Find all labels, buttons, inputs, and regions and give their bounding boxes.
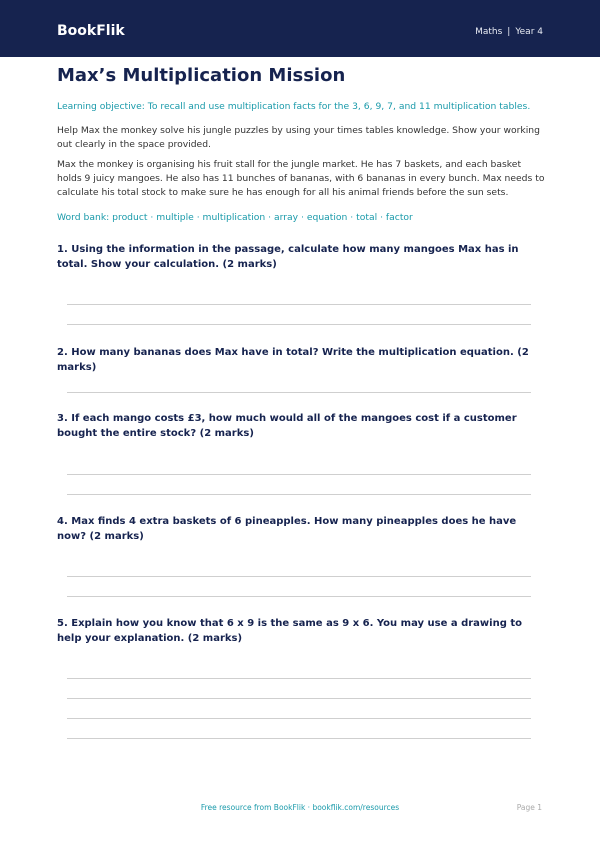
page-title: Max’s Multiplication Mission: [57, 65, 346, 86]
learning-objective: Learning objective: To recall and use multiplication facts for the 3, 6, 9, 7, and 11 multiplication tables.: [57, 101, 531, 112]
answer-line[interactable]: [67, 718, 531, 719]
footer-credit: Free resource from BookFlik · bookflik.com/resources: [200, 803, 400, 812]
answer-line[interactable]: [67, 596, 531, 597]
answer-line[interactable]: [67, 678, 531, 679]
word-bank: Word bank: product · multiple · multiplication · array · equation · total · factor: [57, 212, 413, 223]
answer-line[interactable]: [67, 392, 531, 393]
header-bar: [0, 0, 600, 57]
question-3: 3. If each mango costs £3, how much would all of the mangoes cost if a customer bought the entire stock? (2 marks): [57, 413, 517, 439]
answer-line[interactable]: [67, 324, 531, 325]
answer-line[interactable]: [67, 738, 531, 739]
reading-passage: Max the monkey is organising his fruit stall for the jungle market. He has 7 baskets, and each basket holds 9 juicy mangoes. He also has 11 bunches of bananas, with 6 bananas in every bunch. Max needs to calculate his total stock to make sure he has enough for all his animal friends before the sun sets.: [57, 159, 545, 198]
year-label: Year 4: [515, 27, 543, 37]
answer-line[interactable]: [67, 474, 531, 475]
answer-line[interactable]: [67, 698, 531, 699]
brand-logo-text: BookFlik: [57, 23, 125, 39]
question-5: 5. Explain how you know that 6 x 9 is the same as 9 x 6. You may use a drawing to help your explanation. (2 marks): [57, 618, 522, 644]
answer-line[interactable]: [67, 576, 531, 577]
answer-line[interactable]: [67, 304, 531, 305]
question-1: 1. Using the information in the passage, calculate how many mangoes Max has in total. Show your calculation. (2 marks): [57, 244, 519, 270]
page-number: Page 1: [516, 803, 542, 812]
question-2: 2. How many bananas does Max have in total? Write the multiplication equation. (2 marks): [57, 347, 529, 373]
intro-text: Help Max the monkey solve his jungle puzzles by using your times tables knowledge. Show your working out clearly in the space provided.: [57, 125, 540, 150]
header-meta: [475, 27, 543, 37]
subject-label: Maths: [475, 27, 503, 37]
answer-line[interactable]: [67, 494, 531, 495]
question-4: 4. Max finds 4 extra baskets of 6 pineapples. How many pineapples does he have now? (2 marks): [57, 516, 517, 542]
header-separator: |: [507, 27, 511, 37]
